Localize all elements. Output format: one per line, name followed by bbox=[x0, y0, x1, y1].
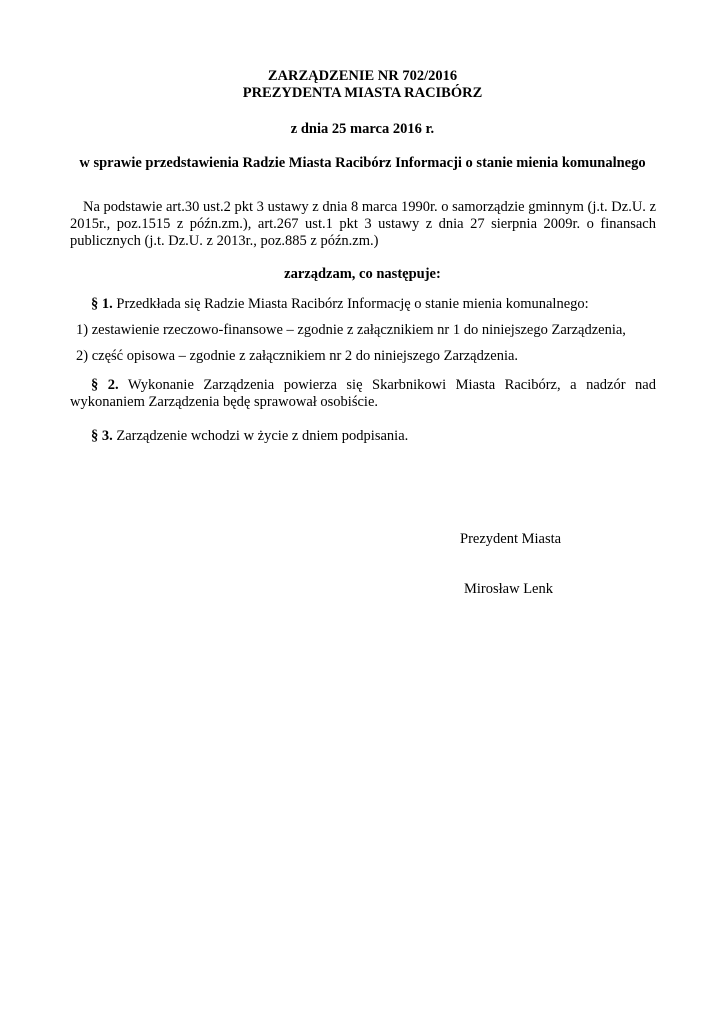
section-2 bbox=[70, 377, 656, 411]
section-2-text: Wykonanie Zarządzenia powierza się Skarbnikowi Miasta Racibórz, a nadzór nad wykonaniem Zarządzenia będę sprawował osobiście. bbox=[70, 377, 656, 410]
legal-basis-paragraph: Na podstawie art.30 ust.2 pkt 3 ustawy z dnia 8 marca 1990r. o samorządzie gminnym (j.t. Dz.U. z 2015r., poz.1515 z późn.zm.), art.267 ust.1 pkt 3 ustawy z dnia 27 sierpnia 2009r. o finansach publicznych (j.t. Dz.U. z 2013r., poz.885 z późn.zm.) bbox=[70, 199, 656, 249]
section-1-text: Przedkłada się Radzie Miasta Racibórz Informację o stanie mienia komunalnego: bbox=[116, 296, 589, 312]
section-1 bbox=[91, 296, 589, 313]
signature-name: Mirosław Lenk bbox=[464, 581, 553, 597]
section-3-mark: § 3. bbox=[91, 428, 113, 444]
list-item-1: 1) zestawienie rzeczowo-finansowe – zgodnie z załącznikiem nr 1 do niniejszego Zarządzenia, bbox=[76, 322, 626, 338]
document-date: z dnia 25 marca 2016 r. bbox=[290, 121, 435, 137]
section-1-mark: § 1. bbox=[91, 296, 113, 312]
signature-role: Prezydent Miasta bbox=[460, 531, 562, 547]
decree-statement: zarządzam, co następuje: bbox=[284, 266, 441, 282]
list-item-2: 2) część opisowa – zgodnie z załącznikiem nr 2 do niniejszego Zarządzenia. bbox=[76, 348, 519, 364]
section-2-mark: § 2. bbox=[91, 377, 119, 393]
section-3-text: Zarządzenie wchodzi w życie z dniem podpisania. bbox=[116, 428, 409, 444]
document-title: ZARZĄDZENIE NR 702/2016 bbox=[267, 68, 458, 84]
document-subject: w sprawie przedstawienia Radzie Miasta Racibórz Informacji o stanie mienia komunalnego bbox=[79, 155, 646, 171]
document-issuer: PREZYDENTA MIASTA RACIBÓRZ bbox=[242, 85, 483, 101]
section-3 bbox=[91, 428, 408, 445]
